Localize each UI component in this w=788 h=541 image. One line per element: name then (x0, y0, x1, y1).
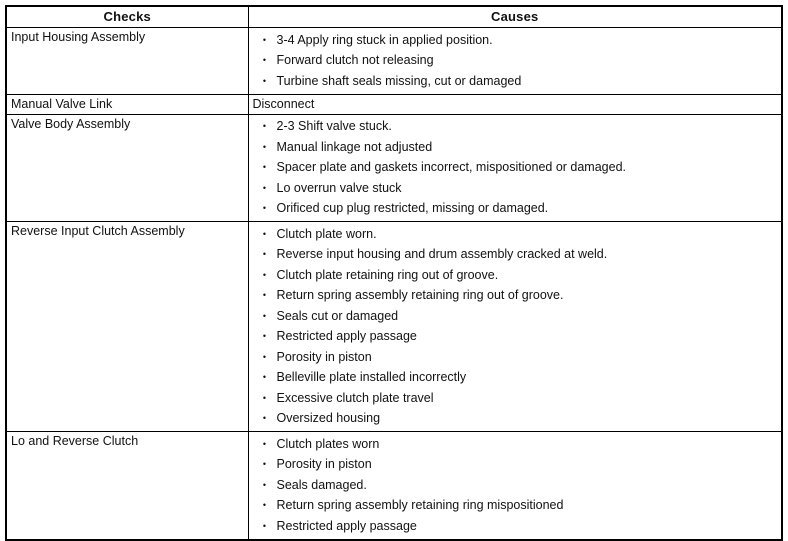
cause-text: Restricted apply passage (276, 518, 417, 533)
bullet-icon: • (262, 269, 267, 280)
cause-text: Porosity in piston (276, 457, 372, 471)
cause-text: Spacer plate and gaskets incorrect, mispositioned or damaged. (276, 160, 626, 174)
cause-item (253, 51, 778, 72)
cause-text: Clutch plate worn. (276, 226, 377, 241)
bullet-icon: • (262, 500, 267, 510)
bullet-icon: • (262, 392, 267, 403)
cause-item (253, 158, 778, 179)
check-cell: Valve Body Assembly (6, 114, 248, 222)
cause-text: Oversized housing (276, 411, 381, 425)
table-row (6, 94, 782, 114)
bullet-icon: • (262, 141, 267, 152)
check-cell: Input Housing Assembly (6, 28, 248, 95)
cause-item (253, 516, 778, 537)
cause-item (253, 178, 778, 199)
causes-cell (248, 114, 782, 222)
cause-text: Porosity in piston (276, 349, 372, 364)
cause-text: Lo overrun valve stuck (276, 180, 402, 195)
cause-item (253, 409, 778, 430)
cause-text: Return spring assembly retaining ring out of groove. (276, 288, 564, 302)
causes-cell (248, 94, 782, 114)
bullet-icon: • (262, 121, 267, 131)
table-row (6, 222, 782, 432)
check-cell: Lo and Reverse Clutch (6, 432, 248, 540)
cause-item (253, 368, 778, 389)
cause-item (253, 30, 778, 51)
table-header-causes: Causes (248, 6, 782, 28)
cause-item (253, 388, 778, 409)
cause-item (253, 306, 778, 327)
table-row (6, 432, 782, 540)
cause-text: Return spring assembly retaining ring mispositioned (276, 498, 564, 512)
bullet-icon: • (262, 351, 267, 362)
causes-cell (248, 432, 782, 540)
check-cell: Manual Valve Link (6, 94, 248, 114)
causes-cell (248, 222, 782, 432)
bullet-icon: • (262, 331, 267, 341)
bullet-icon: • (262, 182, 267, 193)
cause-text: Restricted apply passage (276, 329, 417, 343)
cause-text: Orificed cup plug restricted, missing or damaged. (276, 201, 549, 215)
cause-text: Forward clutch not releasing (276, 53, 434, 67)
table-header (6, 6, 782, 28)
cause-item (253, 224, 778, 245)
cause-text: Reverse input housing and drum assembly cracked at weld. (276, 247, 608, 261)
table-body (6, 28, 782, 540)
cause-item (253, 327, 778, 348)
bullet-icon: • (262, 520, 267, 531)
causes-cell (248, 28, 782, 95)
table-header-row (6, 6, 782, 28)
table-row (6, 28, 782, 95)
bullet-icon: • (262, 290, 267, 300)
cause-text: 3-4 Apply ring stuck in applied position. (276, 32, 493, 47)
cause-text: Turbine shaft seals missing, cut or damaged (276, 73, 522, 88)
cause-item (253, 137, 778, 158)
bullet-icon: • (262, 75, 267, 86)
bullet-icon: • (262, 55, 267, 65)
cause-text: Seals cut or damaged (276, 308, 399, 323)
cause-item (253, 97, 778, 112)
cause-item (253, 455, 778, 476)
cause-item (253, 475, 778, 496)
bullet-icon: • (262, 459, 267, 469)
cause-item (253, 71, 778, 92)
cause-text: Manual linkage not adjusted (276, 139, 433, 154)
bullet-icon: • (262, 413, 267, 423)
bullet-icon: • (262, 228, 267, 239)
cause-text: Seals damaged. (276, 477, 367, 492)
cause-text: 2-3 Shift valve stuck. (276, 119, 392, 133)
cause-item (253, 117, 778, 138)
cause-item (253, 286, 778, 307)
table-header-checks: Checks (6, 6, 248, 28)
cause-item (253, 199, 778, 220)
cause-item (253, 496, 778, 517)
cause-text: Belleville plate installed incorrectly (276, 370, 467, 384)
cause-text: Clutch plate retaining ring out of groove. (276, 267, 499, 282)
bullet-icon: • (262, 438, 267, 449)
cause-item (253, 347, 778, 368)
table-row (6, 114, 782, 222)
cause-item (253, 265, 778, 286)
bullet-icon: • (262, 372, 267, 382)
bullet-icon: • (262, 203, 267, 213)
bullet-icon: • (262, 162, 267, 172)
cause-item (253, 434, 778, 455)
cause-item (253, 245, 778, 266)
cause-text: Excessive clutch plate travel (276, 390, 434, 405)
check-cell: Reverse Input Clutch Assembly (6, 222, 248, 432)
cause-text: Disconnect (252, 96, 315, 111)
bullet-icon: • (262, 479, 267, 490)
cause-text: Clutch plates worn (276, 436, 380, 451)
checks-causes-table (5, 5, 783, 541)
bullet-icon: • (262, 34, 267, 45)
bullet-icon: • (262, 310, 267, 321)
bullet-icon: • (262, 249, 267, 259)
